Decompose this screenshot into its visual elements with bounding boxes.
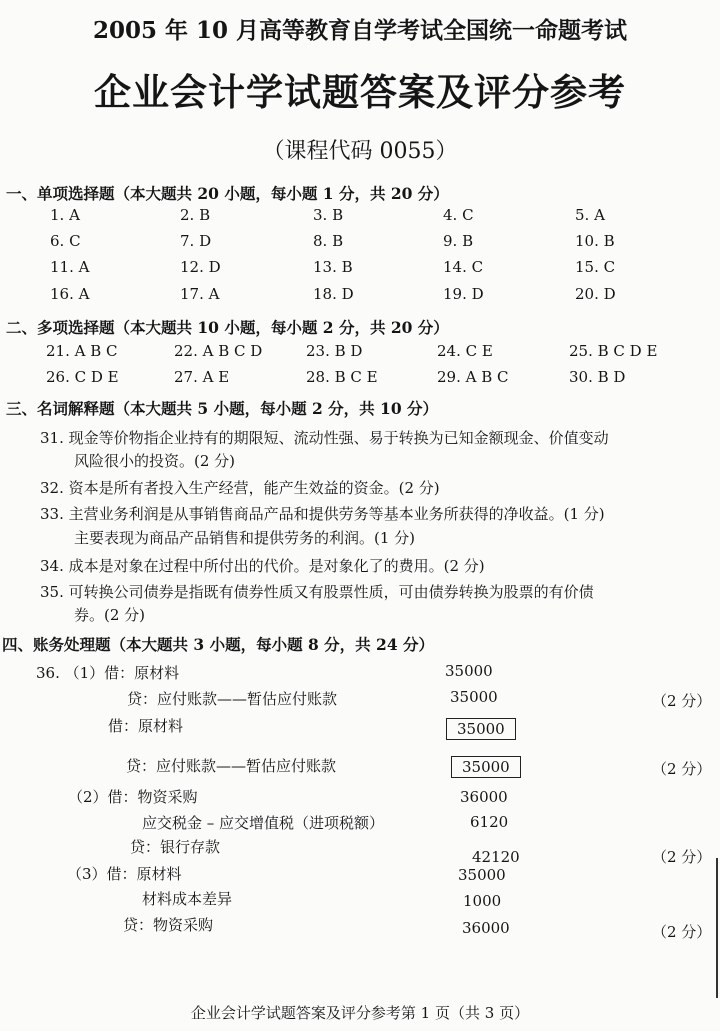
answer-item: 23. B D [306,342,363,360]
definition-line: 券。(2 分) [74,606,146,624]
answer-item: 8. B [313,232,344,250]
journal-amount: 35000 [445,662,493,680]
definition-line: 35. 可转换公司债券是指既有债券性质又有股票性质，可由债券转换为股票的有价债 [40,583,594,601]
scan-edge-line [716,858,718,998]
definition-line: 31. 现金等价物指企业持有的期限短、流动性强、易于转换为已知金额现金、价值变动 [40,429,609,447]
journal-amount: 1000 [463,892,502,910]
journal-label: 借：原材料 [108,717,184,735]
answer-item: 4. C [443,206,474,224]
answer-item: 13. B [313,258,353,276]
journal-label: 贷：应付账款——暂估应付账款 [126,757,337,775]
journal-amount: 6120 [470,813,509,831]
journal-amount: 36000 [460,788,508,806]
definition-line: 34. 成本是对象在过程中所付出的代价。是对象化了的费用。(2 分) [40,557,485,575]
answer-item: 10. B [575,232,615,250]
answer-item: 21. A B C [46,342,118,360]
journal-amount: 36000 [462,919,510,937]
journal-score: （2 分） [652,848,712,866]
section-heading: 二、多项选择题（本大题共 10 小题，每小题 2 分，共 20 分） [6,318,449,337]
journal-amount-boxed: 35000 [451,756,521,778]
answer-item: 29. A B C [437,368,509,386]
definition-line: 32. 资本是所有者投入生产经营，能产生效益的资金。(2 分) [40,479,440,497]
answer-item: 9. B [443,232,474,250]
answer-item: 7. D [180,232,212,250]
answer-item: 18. D [313,285,354,303]
answer-item: 6. C [50,232,81,250]
definition-line: 33. 主营业务利润是从事销售商品产品和提供劳务等基本业务所获得的净收益。(1 分) [40,505,605,523]
answer-item: 12. D [180,258,221,276]
answer-item: 28. B C E [306,368,378,386]
journal-amount: 35000 [450,688,498,706]
exam-header: 2005 年 10 月高等教育自学考试全国统一命题考试 [92,17,628,44]
section-heading: 三、名词解释题（本大题共 5 小题，每小题 2 分，共 10 分） [6,399,439,418]
journal-label: 材料成本差异 [142,890,233,908]
answer-item: 11. A [50,258,90,276]
answer-item: 22. A B C D [174,342,263,360]
answer-item: 27. A E [174,368,230,386]
page-title: 企业会计学试题答案及评分参考 [94,70,626,114]
section-heading: 一、单项选择题（本大题共 20 小题，每小题 1 分，共 20 分） [6,184,449,203]
answer-item: 3. B [313,206,344,224]
answer-item: 15. C [575,258,616,276]
section-heading: 四、账务处理题（本大题共 3 小题，每小题 8 分，共 24 分） [2,635,435,654]
journal-label: 贷：应付账款——暂估应付账款 [127,690,338,708]
answer-item: 17. A [180,285,220,303]
journal-amount: 35000 [458,866,506,884]
page-footer: 企业会计学试题答案及评分参考第 1 页（共 3 页） [190,1004,530,1022]
answer-item: 30. B D [569,368,626,386]
answer-item: 20. D [575,285,616,303]
journal-label: 贷：物资采购 [123,916,214,934]
journal-label: 贷：银行存款 [130,838,221,856]
answer-item: 5. A [575,206,605,224]
journal-score: （2 分） [652,923,712,941]
answer-item: 1. A [50,206,80,224]
journal-amount-boxed: 35000 [446,718,516,740]
answer-item: 2. B [180,206,211,224]
answer-item: 16. A [50,285,90,303]
journal-amount: 42120 [472,848,520,866]
answer-item: 25. B C D E [569,342,658,360]
definition-line: 主要表现为商品产品销售和提供劳务的利润。(1 分) [74,529,416,547]
course-code: （课程代码 0055） [262,139,458,164]
answer-item: 19. D [443,285,484,303]
journal-score: （2 分） [652,692,712,710]
journal-label: 36. （1）借：原材料 [36,664,180,682]
journal-score: （2 分） [652,760,712,778]
answer-item: 24. C E [437,342,493,360]
definition-line: 风险很小的投资。(2 分) [74,452,236,470]
journal-label: 应交税金 – 应交增值税（进项税额） [142,814,385,832]
journal-label: （3）借：原材料 [67,865,182,883]
journal-label: （2）借：物资采购 [68,788,198,806]
answer-item: 14. C [443,258,484,276]
answer-item: 26. C D E [46,368,119,386]
